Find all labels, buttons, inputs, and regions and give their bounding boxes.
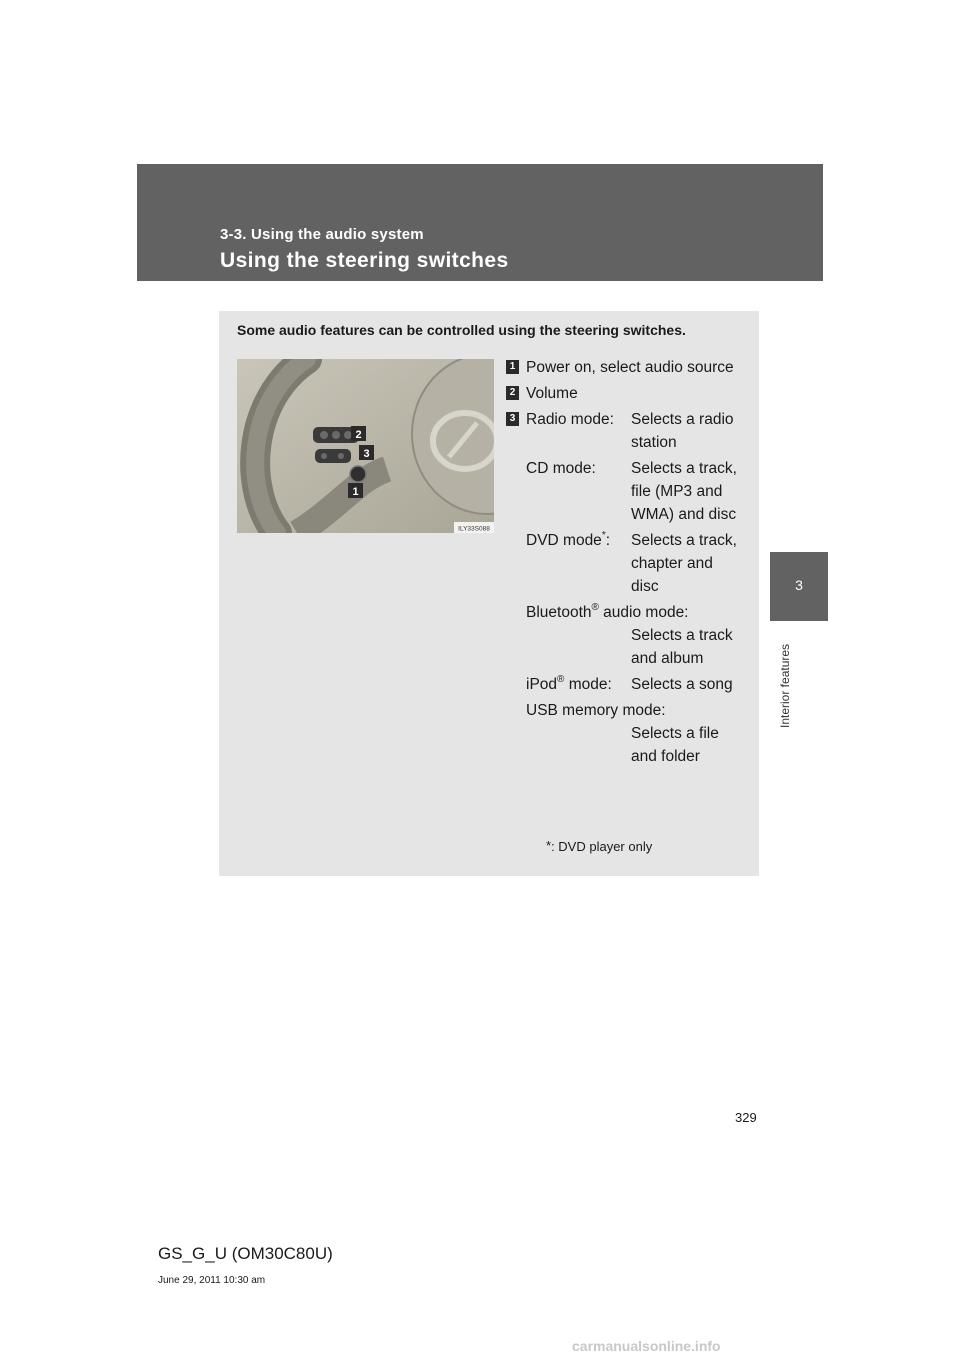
- mode-row: [526, 601, 738, 670]
- document-date: June 29, 2011 10:30 am: [158, 1275, 266, 1286]
- list-item: [506, 408, 738, 454]
- mode-label: DVD mode*:: [526, 530, 611, 549]
- footnote: *: DVD player only: [546, 838, 653, 854]
- mode-label: Radio mode:: [526, 411, 614, 428]
- intro-text: Some audio features can be controlled using the steering switches.: [237, 322, 686, 338]
- list-item: [506, 382, 738, 405]
- mode-desc: Selects a track, file (MP3 and WMA) and disc: [631, 460, 737, 523]
- item-number-badge: 2: [506, 386, 519, 400]
- section-label: 3-3. Using the audio system: [220, 226, 424, 243]
- document-code: GS_G_U (OM30C80U): [158, 1244, 333, 1263]
- page-title: Using the steering switches: [220, 249, 509, 272]
- watermark: carmanualsonline.info: [572, 1338, 721, 1354]
- mode-row: [526, 673, 738, 696]
- figure-callout-3: 3: [363, 448, 370, 460]
- item-text: Power on, select audio source: [526, 359, 734, 376]
- mode-label: iPod® mode:: [526, 674, 612, 693]
- steering-wheel-figure: [237, 359, 494, 533]
- figure-code: ILY33S088: [458, 525, 490, 533]
- mode-label: USB memory mode:: [526, 702, 666, 719]
- chapter-tab-label: Interior features: [778, 643, 792, 728]
- mode-desc: Selects a track, chapter and disc: [631, 532, 737, 595]
- feature-list: [506, 356, 738, 768]
- mode-desc: Selects a file and folder: [631, 725, 719, 765]
- steering-wheel-illustration: [237, 359, 494, 533]
- mode-label: Bluetooth® audio mode:: [526, 602, 689, 621]
- item-number-badge: 1: [506, 360, 519, 374]
- mode-desc: Selects a song: [631, 676, 733, 693]
- mode-row: [526, 699, 738, 768]
- mode-row: [526, 457, 738, 526]
- page-number: 329: [735, 1110, 757, 1125]
- mode-label: CD mode:: [526, 460, 596, 477]
- figure-callout-2: 2: [355, 429, 362, 441]
- list-item: [506, 356, 738, 379]
- mode-desc: Selects a track and album: [631, 627, 733, 667]
- item-number-badge: 3: [506, 412, 519, 426]
- mode-row: [526, 529, 738, 598]
- chapter-tab-number: 3: [795, 577, 803, 593]
- item-text: Volume: [526, 385, 578, 402]
- mode-desc: Selects a radio station: [631, 411, 734, 451]
- figure-callout-1: 1: [352, 486, 359, 498]
- mode-row: [526, 408, 738, 454]
